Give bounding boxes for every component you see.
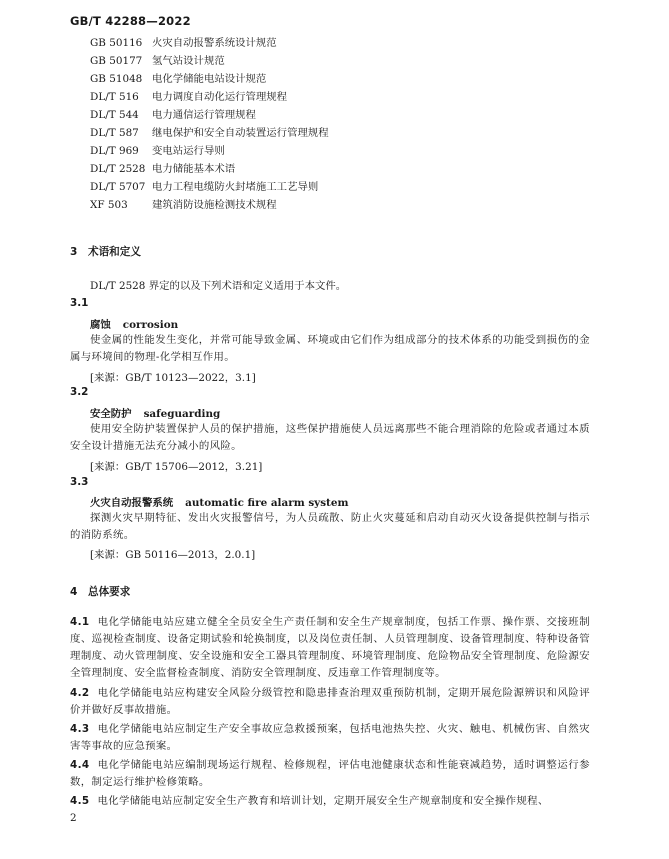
standard-number-header: GB/T 42288—2022 [70,14,191,28]
requirement-clause: 4.5 电化学储能电站应制定安全生产教育和培训计划，定期开展安全生产规章制度和安全操作规程、 [70,795,549,807]
reference-item: DL/T 5707 电力工程电缆防火封堵施工工艺导则 [90,181,319,193]
term-heading: 腐蚀 corrosion [90,319,179,331]
term-heading: 火灾自动报警系统 automatic fire alarm system [90,497,349,509]
term-definition: 探测火灾早期特征、发出火灾报警信号，为人员疏散、防止火灾蔓延和启动自动灭火设备提供控制与指示的消防系统。 [70,512,590,541]
reference-item: GB 50116 火灾自动报警系统设计规范 [90,37,277,49]
requirement-clause: 4.2 电化学储能电站应构建安全风险分级管控和隐患排查治理双重预防机制，定期开展危险源辨识和风险评价并做好反事故措施。 [70,687,590,716]
term-number: 3.3 [70,476,89,488]
term-source: [来源：GB/T 15706—2012，3.21] [90,461,263,473]
reference-item: GB 51048 电化学储能电站设计规范 [90,73,267,85]
term-source: [来源：GB 50116—2013，2.0.1] [90,549,256,561]
section-intro: DL/T 2528 界定的以及下列术语和定义适用于本文件。 [90,280,347,292]
reference-item: DL/T 587 继电保护和安全自动装置运行管理规程 [90,127,329,139]
page-number: 2 [70,812,77,824]
term-number: 3.2 [70,386,89,398]
reference-item: DL/T 516 电力调度自动化运行管理规程 [90,91,288,103]
section-heading: 3 术语和定义 [70,246,141,258]
requirement-clause: 4.3 电化学储能电站应制定生产安全事故应急救援预案，包括电池热失控、火灾、触电、机械伤害、自然灾害等事故的应急预案。 [70,723,590,752]
section-heading: 4 总体要求 [70,586,131,598]
term-heading: 安全防护 safeguarding [90,408,221,420]
term-source: [来源：GB/T 10123—2022，3.1] [90,372,256,384]
requirement-clause: 4.4 电化学储能电站应编制现场运行规程、检修规程，评估电池健康状态和性能衰减趋势，适时调整运行参数，制定运行维护检修策略。 [70,759,590,788]
term-definition: 使金属的性能发生变化，并常可能导致金属、环境或由它们作为组成部分的技术体系的功能受到损伤的金属与环境间的物理-化学相互作用。 [70,334,590,363]
reference-item: XF 503 建筑消防设施检测技术规程 [90,199,277,211]
reference-item: DL/T 969 变电站运行导则 [90,145,225,157]
term-definition: 使用安全防护装置保护人员的保护措施，这些保护措施使人员远离那些不能合理消除的危险或者通过本质安全设计措施无法充分减小的风险。 [70,423,590,452]
requirement-clause: 4.1 电化学储能电站应建立健全全员安全生产责任制和安全生产规章制度，包括工作票、操作票、交接班制度、巡视检查制度、设备定期试验和轮换制度，以及岗位责任制、人员管理制度、设备管理制度、特种设备管理制度、动火管理制度、安全设施和安全工器具管理制度、环境管理制度、危险物品安全管理制度、危险源安全管理制度、安全监督检查制度、消防安全管理制度、反违章工作管理制度等。 [70,616,590,679]
reference-item: DL/T 2528 电力储能基本术语 [90,163,236,175]
term-number: 3.1 [70,297,89,309]
reference-item: GB 50177 氢气站设计规范 [90,55,225,67]
reference-item: DL/T 544 电力通信运行管理规程 [90,109,256,121]
